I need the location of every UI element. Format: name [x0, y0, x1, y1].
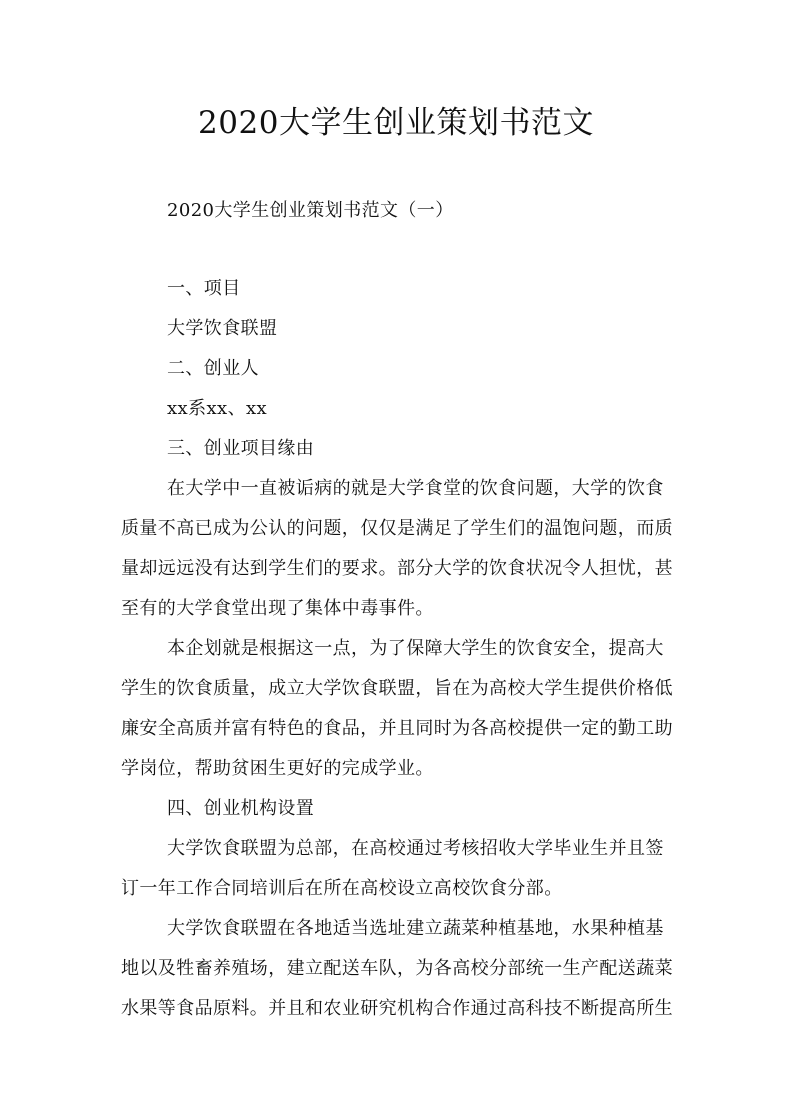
- paragraph-line: 学生的饮食质量，成立大学饮食联盟，旨在为高校大学生提供价格低: [121, 678, 673, 699]
- founders-text: xx系xx、xx: [167, 398, 268, 419]
- paragraph-line: 订一年工作合同培训后在所在高校设立高校饮食分部。: [121, 878, 563, 899]
- project-name: 大学饮食联盟: [167, 318, 278, 339]
- heading-project: 一、项目: [167, 278, 241, 299]
- heading-reason: 三、创业项目缘由: [167, 438, 315, 459]
- paragraph-line: 大学饮食联盟为总部，在高校通过考核招收大学毕业生并且签: [167, 838, 664, 859]
- paragraph-line: 廉安全高质并富有特色的食品，并且同时为各高校提供一定的勤工助: [121, 718, 673, 739]
- paragraph-line: 至有的大学食堂出现了集体中毒事件。: [121, 598, 434, 619]
- paragraph-line: 水果等食品原料。并且和农业研究机构合作通过高科技不断提高所生: [121, 998, 673, 1019]
- paragraph-line: 量却远远没有达到学生们的要求。部分大学的饮食状况令人担忧，甚: [121, 558, 673, 579]
- section-subtitle: 2020大学生创业策划书范文（一）: [167, 200, 454, 221]
- paragraph-line: 质量不高已成为公认的问题，仅仅是满足了学生们的温饱问题，而质: [121, 518, 673, 539]
- paragraph-line: 地以及牲畜养殖场，建立配送车队，为各高校分部统一生产配送蔬菜: [121, 958, 673, 979]
- heading-organization: 四、创业机构设置: [167, 798, 315, 819]
- paragraph-line: 在大学中一直被诟病的就是大学食堂的饮食问题，大学的饮食: [167, 478, 664, 499]
- heading-founders: 二、创业人: [167, 358, 259, 379]
- paragraph-line: 本企划就是根据这一点，为了保障大学生的饮食安全，提高大: [167, 638, 664, 659]
- paragraph-line: 大学饮食联盟在各地适当选址建立蔬菜种植基地，水果种植基: [167, 918, 664, 939]
- document-title: 2020大学生创业策划书范文: [198, 105, 594, 141]
- paragraph-line: 学岗位，帮助贫困生更好的完成学业。: [121, 758, 434, 779]
